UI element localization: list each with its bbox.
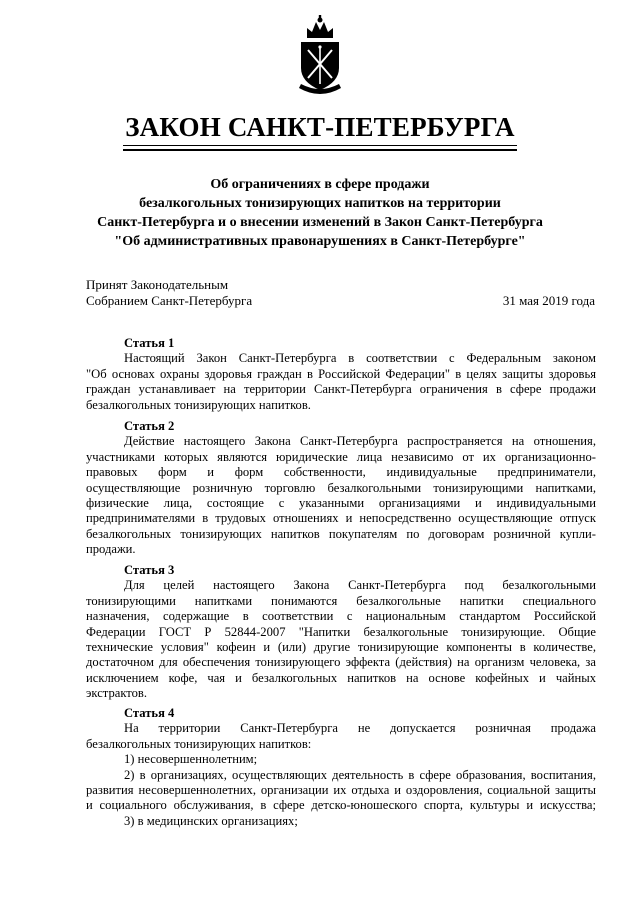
article-line: "Об основах охраны здоровья граждан в Российской Федерации" в целях защиты здоровья [86, 366, 596, 381]
article-1 [86, 336, 596, 413]
title-underline-thick [123, 149, 517, 151]
article-line: участниками которых являются юридические лица независимо от их организационно- [86, 449, 596, 464]
article-2 [86, 419, 596, 558]
article-line: Настоящий Закон Санкт-Петербурга в соответствии с Федеральным законом [124, 351, 596, 366]
article-line: исключением кофе, чая и безалкогольных напитков на основе кофейных и чайных [86, 670, 596, 685]
article-line: продажи. [86, 542, 136, 557]
article-line: предпринимателями в трудовых отношениях и непосредственно осуществляющие отпуск [86, 511, 596, 526]
title-underline-thin [123, 145, 517, 146]
article-heading: Статья 4 [124, 706, 175, 720]
article-line: безалкогольных тонизирующих напитков. [86, 397, 311, 412]
law-subtitle [60, 175, 580, 251]
adoption-date: 31 мая 2019 года [502, 293, 595, 308]
article-line: правовых форм и форм собственности, индивидуальные предприниматели, [86, 465, 596, 480]
article-line: безалкогольных тонизирующих напитков покупателям по договорам розничной купли- [86, 526, 596, 541]
adoption-block [86, 277, 252, 309]
article-line: физические лица, состоящие с указанными организациями и индивидуальными [86, 496, 596, 511]
article-list-item: 1) несовершеннолетним; [124, 752, 258, 767]
subtitle-line: "Об административных правонарушениях в Санкт-Петербурге" [114, 234, 526, 249]
article-3 [86, 563, 596, 702]
article-4 [86, 706, 596, 829]
article-line: технические условия" кофеин и (или) другие тонизирующие компоненты в количестве, [86, 640, 596, 655]
article-list-item: 3) в медицинских организациях; [124, 813, 298, 828]
article-line: Для целей настоящего Закона Санкт-Петербурга под безалкогольными [124, 578, 596, 593]
article-line: тонизирующими напитками понимаются безалкогольные напитки специального [86, 593, 596, 608]
article-heading: Статья 1 [124, 336, 175, 350]
article-line: достаточном для обеспечения тонизирующего эффекта (действия) на организм человека, за [86, 655, 596, 670]
adoption-line: Принят Законодательным [86, 277, 229, 292]
article-line: граждан устанавливает на территории Санкт-Петербурга ограничения в сфере продажи [86, 382, 596, 397]
article-line: экстрактов. [86, 686, 148, 701]
article-line: Федерации ГОСТ Р 52844-2007 "Напитки безалкогольные тонизирующие. Общие [86, 624, 596, 639]
article-line: осуществляющие розничную торговлю безалкогольными тонизирующими напитками, [86, 480, 596, 495]
article-line: назначения, содержащие в соответствии с национальным стандартом Российской [86, 609, 596, 624]
law-title: ЗАКОН САНКТ-ПЕТЕРБУРГА [125, 112, 515, 142]
article-line: безалкогольных тонизирующих напитков: [86, 736, 312, 751]
article-heading: Статья 2 [124, 419, 175, 433]
subtitle-line: Об ограничениях в сфере продажи [210, 177, 430, 192]
article-line: развития несовершеннолетних, организации их отдыха и оздоровления, социальной защиты [86, 783, 596, 798]
subtitle-line: безалкогольных тонизирующих напитков на территории [139, 196, 501, 211]
article-list-item: 2) в организациях, осуществляющих деятельность в сфере образования, воспитания, [124, 767, 596, 782]
article-line: На территории Санкт-Петербурга не допускается розничная продажа [124, 721, 596, 736]
adoption-line: Собранием Санкт-Петербурга [86, 293, 253, 308]
coat-of-arms-emblem [293, 14, 347, 98]
article-line: и социального обслуживания, в сфере детско-юношеского спорта, культуры и искусства; [86, 798, 596, 813]
subtitle-line: Санкт-Петербурга и о внесении изменений в Закон Санкт-Петербурга [97, 215, 543, 230]
article-line: Действие настоящего Закона Санкт-Петербурга распространяется на отношения, [124, 434, 596, 449]
article-heading: Статья 3 [124, 563, 175, 577]
